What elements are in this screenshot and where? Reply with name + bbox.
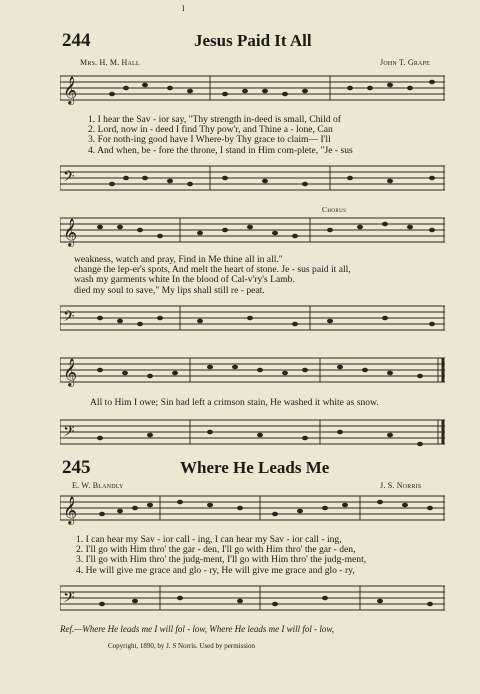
hymn-number: 245 [62,457,91,478]
treble-staff [60,490,445,532]
words-credit: Mrs. H. M. Hall [80,58,140,67]
verse-line: 1. I can hear my Sav - ior call - ing, I can hear my Sav - ior call - ing, [76,535,342,545]
chorus-label: Chorus [322,205,347,214]
refrain-line: Ref.—Where He leads me I will fol - low, Where He leads me I will fol - low, [60,624,334,634]
bass-staff [60,412,445,452]
verse-line: 3. I'll go with Him thro' the judg-ment, I'll go with Him thro' the judg-ment, [76,554,367,566]
svg-text:𝄢: 𝄢 [63,423,75,444]
treble-staff [60,352,445,392]
hymn-title: Jesus Paid It All [194,31,312,50]
verse-block [76,535,466,576]
music-credit: J. S. Norris [380,481,422,490]
bass-staff [60,296,445,340]
verse-line: change the lep-er's spots, And melt the heart of stone. Je - sus paid it all, [74,264,351,276]
verse-block [74,255,466,296]
copyright: Copyright, 1890, by J. S Norris. Used by permission [108,642,255,650]
verse-line: 2. I'll go with Him thro' the gar - den, I'll go with Him thro' the gar - den, [76,544,356,556]
svg-text:𝄞: 𝄞 [63,358,78,386]
svg-text:𝄢: 𝄢 [63,589,75,610]
words-credit: E. W. Blandly [72,481,124,490]
verse-line: weakness, watch and pray, Find in Me thine all in all." [74,255,283,265]
svg-text:𝄢: 𝄢 [63,168,75,189]
verse-line: 3. For noth-ing good have I Where-by Thy grace to claim— I'll [88,134,331,146]
music-credit: John T. Grape [380,58,430,67]
svg-text:𝄢: 𝄢 [63,308,75,329]
verse-line: 2. Lord, now in - deed I find Thy pow'r, and Thine a - lone, Can [88,124,333,136]
verse-line: 1. I hear the Sav - ior say, "Thy strength in-deed is small, Child of [88,115,341,125]
refrain-line: All to Him I owe; Sin had left a crimson stain, He washed it white as snow. [90,397,379,408]
svg-text:𝄞: 𝄞 [63,76,78,104]
page-mark: I [182,4,185,13]
bass-staff [60,578,445,622]
svg-text:𝄞: 𝄞 [63,218,78,246]
treble-staff [60,212,445,256]
verse-block [88,115,460,156]
verse-line: 4. And when, be - fore the throne, I stand in Him com-plete, "Je - sus [88,144,353,156]
verse-line: 4. He will give me grace and glo - ry, He will give me grace and glo - ry, [76,564,355,576]
verse-line: died my soul to save," My lips shall still re - peat. [74,284,265,296]
bass-staff [60,160,445,200]
svg-text:𝄞: 𝄞 [63,496,78,524]
hymn-number: 244 [62,30,91,51]
hymn-title: Where He Leads Me [180,458,330,477]
treble-staff [60,72,445,116]
verse-line: wash my garments white In the blood of Cal-v'ry's Lamb. [74,274,295,286]
